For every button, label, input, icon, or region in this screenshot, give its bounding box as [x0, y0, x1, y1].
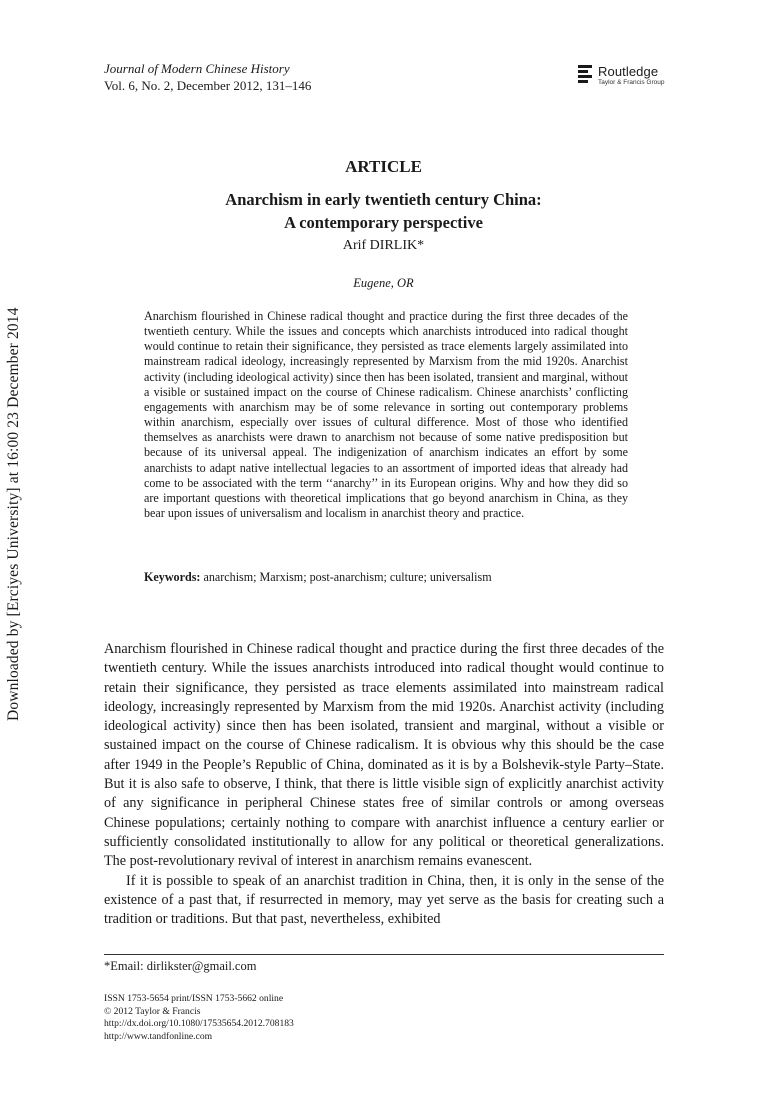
issn: ISSN 1753-5654 print/ISSN 1753-5662 online: [104, 993, 284, 1004]
copyright: © 2012 Taylor & Francis: [104, 1005, 201, 1017]
body-text: [104, 640, 664, 929]
keywords-list: anarchism; Marxism; post-anarchism; culture; universalism: [203, 570, 492, 584]
author-name: Arif DIRLIK*: [342, 238, 425, 253]
website-link[interactable]: http://www.tandfonline.com: [104, 1030, 213, 1042]
article-title: [0, 188, 767, 234]
keywords: [144, 570, 628, 585]
publisher-brand: Routledge: [598, 64, 659, 79]
journal-name: Journal of Modern Chinese History: [104, 61, 290, 76]
article-label: ARTICLE: [345, 157, 422, 176]
publisher-logo: [578, 63, 678, 89]
abstract: [144, 309, 628, 521]
author-affiliation: Eugene, OR: [353, 276, 414, 290]
publisher-subtitle: Taylor & Francis Group: [598, 79, 665, 86]
body-paragraph-1: Anarchism flourished in Chinese radical thought and practice during the first three decades of the twentieth century. While the issues anarchists introduced into radical thought would continue to retain their significance, they persisted as trace elements assimilated into mainstream radical ideology, increasingly represented by Marxism from the mid 1920s. Anarchist activity (including ideological activity) since then has been isolated, transient and marginal, without a visible or sustained impact on the course of Chinese radicalism. It is obvious why this should be the case after 1949 in the People’s Republic of China, dominated as it is by a Bolshevik-style Party–State. But it is also safe to observe, I think, that there is little visible sign of explicitly anarchist activity of any significance in peripheral Chinese states free of similar controls or among overseas Chinese populations; certainly nothing to compare with anarchist influence a century earlier or sufficiently consolidated institutionally to allow for any political or theoretical generalizations. The post-revolutionary revival of interest in anarchism remains evanescent.: [104, 641, 664, 870]
title-line-1: Anarchism in early twentieth century China:: [225, 190, 542, 209]
volume-info: Vol. 6, No. 2, December 2012, 131–146: [104, 78, 312, 93]
routledge-mark-icon: [578, 65, 592, 85]
doi-link[interactable]: http://dx.doi.org/10.1080/17535654.2012.708183: [104, 1018, 294, 1030]
journal-header: [104, 60, 311, 94]
footnote-email: *Email: dirlikster@gmail.com: [104, 959, 257, 973]
footnote-divider: [104, 954, 664, 955]
download-notice: Downloaded by [Erciyes University] at 16:00 23 December 2014: [5, 307, 22, 721]
title-line-2: A contemporary perspective: [284, 213, 483, 232]
abstract-text: Anarchism flourished in Chinese radical thought and practice during the first three decades of the twentieth century. While the issues and concepts which anarchists introduced into radical thought would continue to retain their significance, they persisted as trace elements largely assimilated into mainstream radical ideology, increasingly represented by Marxism from the mid 1920s. Anarchist activity (including ideological activity) since then has been isolated, transient and marginal, without a visible or sustained impact on the course of Chinese radicalism. Chinese anarchists’ conflicting engagements with anarchism may be of some relevance in sorting out contemporary problems within anarchism, especially over issues of cultural difference. Most of those who identified themselves as anarchists were drawn to anarchism not because of some native predisposition but because of its universal appeal. The indigenization of anarchism indicates an effort by some anarchists to adapt native intellectual legacies to an assortment of imported ideas that already had come to be associated with the term ‘‘anarchy’’ in its European origins. Why and how they did so are important questions with theoretical implications that go beyond anarchism in China, as they bear upon issues of universalism and localism in anarchist theory and practice.: [144, 309, 628, 521]
body-paragraph-2: If it is possible to speak of an anarchist tradition in China, then, it is only in the sense of the existence of a past that, if resurrected in memory, may yet serve as the basis for creating such a tradition or traditions. But that past, nevertheless, exhibited: [104, 872, 664, 928]
keywords-label: Keywords:: [144, 570, 201, 584]
publication-meta: [104, 993, 294, 1043]
